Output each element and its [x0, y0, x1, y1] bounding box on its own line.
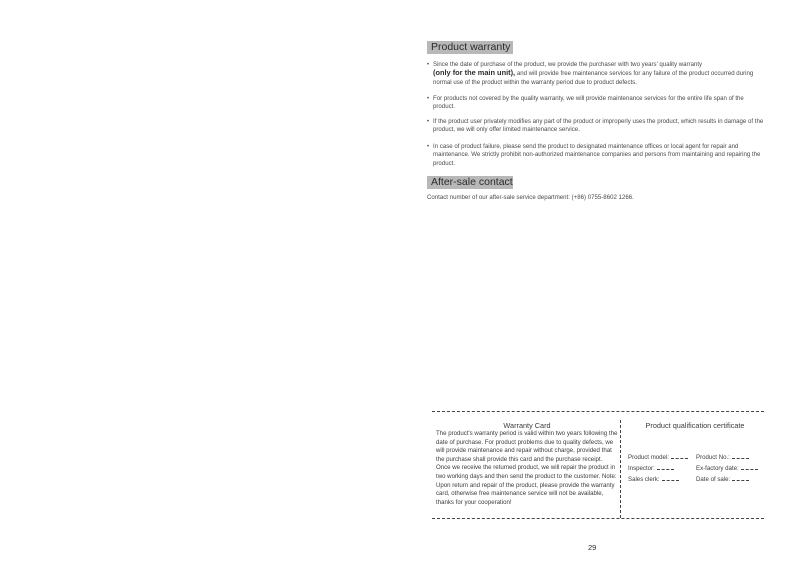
ex-factory-date-blank: [741, 464, 758, 470]
product-model-blank: [671, 453, 688, 459]
card-top-cut-line: [432, 411, 764, 412]
ex-factory-date-field: [696, 464, 758, 472]
date-of-sale-field: [696, 475, 749, 483]
warranty-card-body: The product's warranty period is valid within two years following the date of purchase. For product problems due to quality defects, we will provide maintenance and repair without charge, provided that the purchase shall provide this card and the purchase receipt. Once we receive the returned product, we will repair the product in two working days and then send the product to the customer. Note: Upon return and repair of the product, please provide the warranty card, otherwise free maintenance service will not be available, thanks for your cooperation!: [436, 430, 618, 506]
warranty-point-1-tail: and will provide free maintenance services for any failure of the product occurred during normal use of the product within the warranty period due to product defects.: [433, 70, 754, 86]
bullet-glyph: •: [427, 118, 430, 125]
inspector-blank: [657, 464, 674, 470]
warranty-point-1: [427, 61, 765, 87]
certificate-title: Product qualification certificate: [645, 421, 745, 430]
warranty-point-4-text: In case of product failure, please send the product to designated maintenance offices or local agent for repair and maintenance. We strictly prohibit non-authorized maintenance companies and persons from maintaining and repairing the product.: [433, 143, 761, 167]
bullet-glyph: •: [427, 95, 430, 102]
product-no-blank: [732, 453, 749, 459]
inspector-label: Inspector:: [628, 465, 655, 472]
bullet-glyph: •: [427, 143, 430, 150]
product-model-label: Product model:: [628, 454, 669, 461]
card-bottom-cut-line: [432, 518, 764, 519]
warranty-point-3: [427, 118, 765, 135]
warranty-point-2-text: For products not covered by the quality warranty, we will provide maintenance services for the entire life span of the product.: [433, 95, 744, 111]
warranty-point-2: [427, 95, 765, 112]
warranty-point-4: [427, 143, 765, 168]
sales-clerk-label: Sales clerk:: [628, 476, 660, 483]
ex-factory-date-label: Ex-factory date:: [696, 465, 739, 472]
sales-clerk-blank: [662, 475, 679, 481]
product-warranty-heading: Product warranty: [427, 41, 513, 54]
product-no-field: [696, 453, 749, 461]
bullet-glyph: •: [427, 61, 430, 68]
product-no-label: Product No.:: [696, 454, 730, 461]
warranty-point-1-text: [433, 61, 765, 87]
date-of-sale-blank: [732, 475, 749, 481]
after-sale-contact-heading: After-sale contact: [427, 176, 513, 189]
warranty-card-title: Warranty Card: [503, 421, 551, 430]
warranty-main-unit-note: (only for the main unit),: [433, 68, 516, 78]
date-of-sale-label: Date of sale:: [696, 476, 731, 483]
product-model-field: [628, 453, 688, 461]
page-number: 29: [588, 543, 597, 552]
after-sale-contact-text: Contact number of our after-sale service department: (+86) 0755-8602 1266.: [427, 194, 634, 201]
card-divider-cut-line: [620, 420, 621, 518]
sales-clerk-field: [628, 475, 679, 483]
warranty-point-1-lead: Since the date of purchase of the product, we provide the purchaser with two years' quality warranty: [433, 61, 703, 68]
warranty-point-3-text: If the product user privately modifies any part of the product or improperly uses the product, which results in damage of the product, we will only offer limited maintenance service.: [433, 118, 764, 134]
inspector-field: [628, 464, 674, 472]
